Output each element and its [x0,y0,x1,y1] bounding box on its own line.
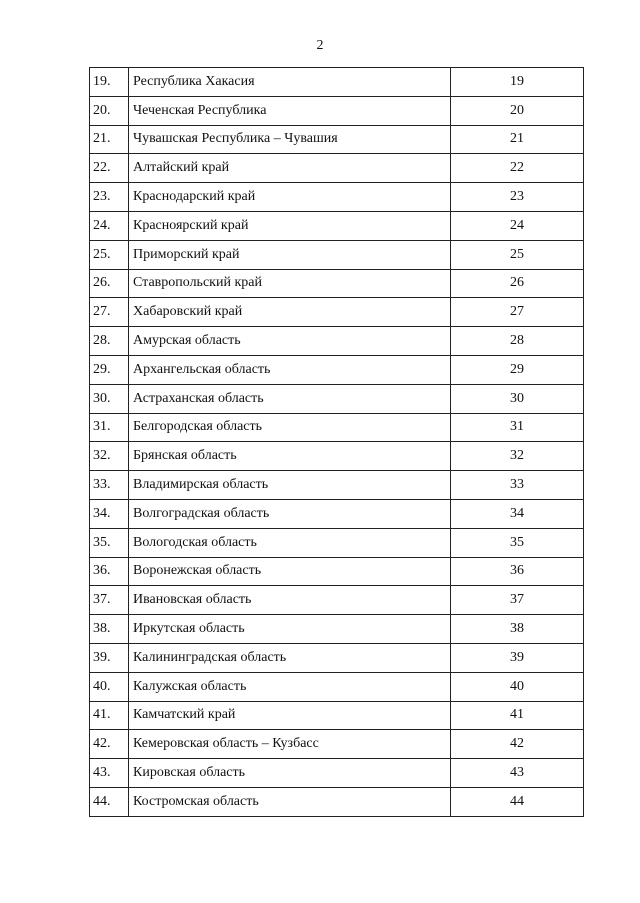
table-row [90,787,584,816]
region-name: Кировская область [129,759,451,788]
region-name: Республика Хакасия [129,68,451,97]
region-name: Хабаровский край [129,298,451,327]
region-code: 35 [451,528,584,557]
row-number: 42. [90,730,129,759]
row-number: 40. [90,672,129,701]
table-row [90,96,584,125]
row-number: 34. [90,499,129,528]
table-row [90,701,584,730]
region-code: 32 [451,442,584,471]
region-name: Амурская область [129,327,451,356]
region-code: 38 [451,615,584,644]
table-row [90,125,584,154]
region-name: Владимирская область [129,471,451,500]
row-number: 27. [90,298,129,327]
region-code: 33 [451,471,584,500]
row-number: 28. [90,327,129,356]
row-number: 19. [90,68,129,97]
table-row [90,68,584,97]
table-row [90,327,584,356]
row-number: 44. [90,787,129,816]
region-code: 44 [451,787,584,816]
row-number: 32. [90,442,129,471]
region-name: Белгородская область [129,413,451,442]
row-number: 20. [90,96,129,125]
region-name: Брянская область [129,442,451,471]
region-code: 31 [451,413,584,442]
row-number: 38. [90,615,129,644]
region-name: Волгоградская область [129,499,451,528]
region-name: Архангельская область [129,355,451,384]
region-name: Приморский край [129,240,451,269]
region-name: Иркутская область [129,615,451,644]
row-number: 21. [90,125,129,154]
row-number: 35. [90,528,129,557]
row-number: 23. [90,183,129,212]
regions-table [89,67,584,817]
table-row [90,528,584,557]
table-row [90,211,584,240]
region-name: Чеченская Республика [129,96,451,125]
table-row [90,730,584,759]
region-name: Красноярский край [129,211,451,240]
table-row [90,183,584,212]
page-number: 2 [316,38,324,53]
table-row [90,471,584,500]
region-name: Костромская область [129,787,451,816]
row-number: 41. [90,701,129,730]
region-code: 26 [451,269,584,298]
row-number: 24. [90,211,129,240]
row-number: 31. [90,413,129,442]
region-name: Вологодская область [129,528,451,557]
region-code: 41 [451,701,584,730]
regions-table-body [90,68,584,817]
table-row [90,154,584,183]
table-row [90,269,584,298]
region-code: 19 [451,68,584,97]
row-number: 39. [90,643,129,672]
region-code: 21 [451,125,584,154]
region-code: 25 [451,240,584,269]
row-number: 25. [90,240,129,269]
table-row [90,643,584,672]
table-row [90,240,584,269]
row-number: 29. [90,355,129,384]
region-name: Ставропольский край [129,269,451,298]
region-code: 37 [451,586,584,615]
region-code: 34 [451,499,584,528]
table-row [90,442,584,471]
region-name: Воронежская область [129,557,451,586]
region-code: 42 [451,730,584,759]
region-name: Кемеровская область – Кузбасс [129,730,451,759]
region-code: 30 [451,384,584,413]
table-row [90,586,584,615]
region-code: 24 [451,211,584,240]
row-number: 36. [90,557,129,586]
row-number: 43. [90,759,129,788]
region-name: Алтайский край [129,154,451,183]
region-code: 39 [451,643,584,672]
table-row [90,759,584,788]
row-number: 26. [90,269,129,298]
table-row [90,355,584,384]
region-name: Астраханская область [129,384,451,413]
region-name: Камчатский край [129,701,451,730]
region-code: 22 [451,154,584,183]
row-number: 22. [90,154,129,183]
table-row [90,615,584,644]
table-row [90,413,584,442]
table-row [90,557,584,586]
region-name: Калужская область [129,672,451,701]
region-name: Калининградская область [129,643,451,672]
region-code: 23 [451,183,584,212]
region-code: 40 [451,672,584,701]
table-row [90,384,584,413]
region-code: 28 [451,327,584,356]
table-row [90,499,584,528]
region-code: 27 [451,298,584,327]
row-number: 33. [90,471,129,500]
region-code: 29 [451,355,584,384]
region-name: Ивановская область [129,586,451,615]
table-row [90,672,584,701]
region-code: 43 [451,759,584,788]
region-name: Краснодарский край [129,183,451,212]
region-code: 20 [451,96,584,125]
row-number: 37. [90,586,129,615]
region-name: Чувашская Республика – Чувашия [129,125,451,154]
table-row [90,298,584,327]
region-code: 36 [451,557,584,586]
row-number: 30. [90,384,129,413]
